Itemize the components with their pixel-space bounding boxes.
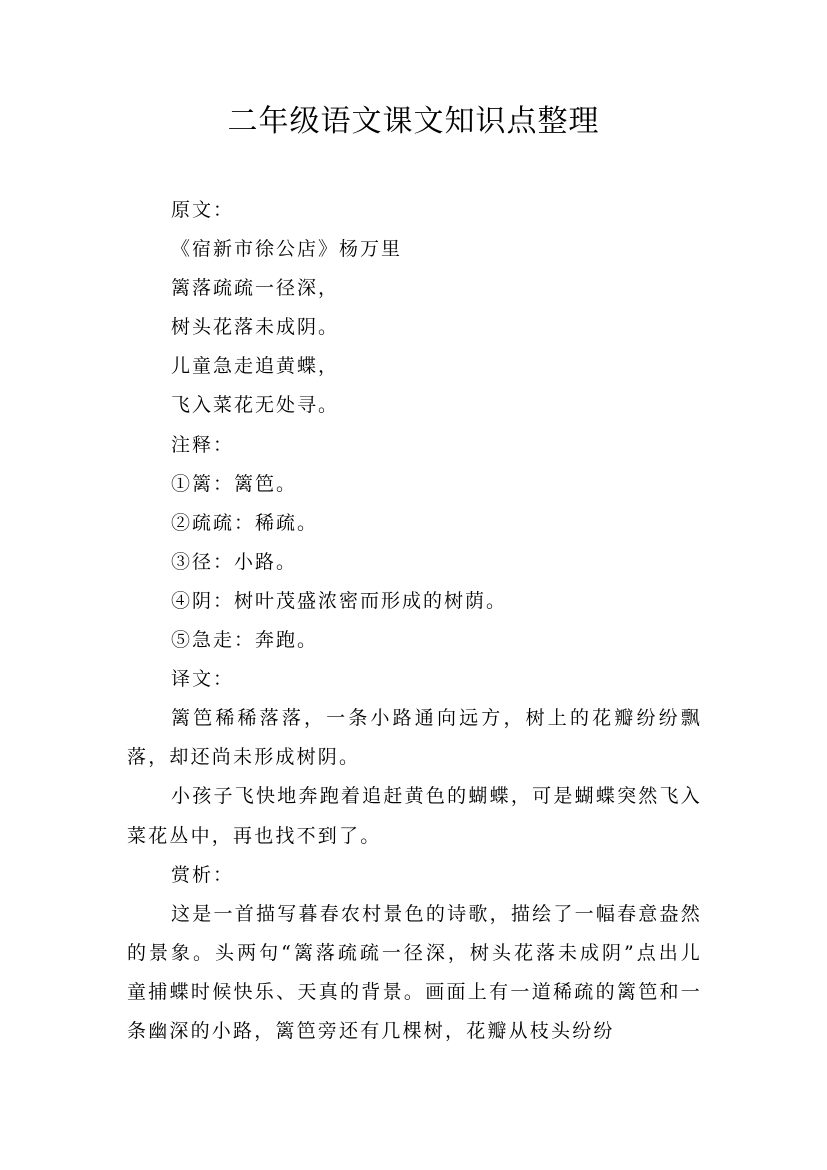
note-item: ②疏疏：稀疏。 [171,511,319,534]
page-title: 二年级语文课文知识点整理 [227,104,600,139]
translation-heading: 译文： [171,668,235,691]
translation-paragraph: 篱笆稀稀落落，一条小路通向远方，树上的花瓣纷纷飘落，却还尚未形成树阴。 [127,707,702,769]
original-heading: 原文： [171,199,235,221]
appreciation-heading: 赏析： [171,863,235,886]
note-item: ⑤急走：奔跑。 [171,629,319,652]
document-body [127,191,702,1051]
poem-line: 飞入菜花无处寻。 [171,394,340,417]
translation-paragraph: 小孩子飞快地奔跑着追赶黄色的蝴蝶，可是蝴蝶突然飞入菜花丛中，再也找不到了。 [127,785,702,847]
poem-title: 《宿新市徐公店》杨万里 [171,238,403,261]
notes-heading: 注释： [171,433,235,456]
note-item: ①篱：篱笆。 [171,472,298,495]
appreciation-paragraph: 这是一首描写暮春农村景色的诗歌，描绘了一幅春意盎然的景象。头两句“篱落疏疏一径深，树头花落未成阴”点出儿童捕蝶时候快乐、天真的背景。画面上有一道稀疏的篱笆和一条幽深的小路，篱笆旁还有几棵树，花瓣从枝头纷纷 [127,902,702,1042]
note-item: ④阴：树叶茂盛浓密而形成的树荫。 [171,589,508,612]
poem-line: 篱落疏疏一径深， [171,277,340,300]
poem-line: 儿童急走追黄蝶， [171,355,340,378]
note-item: ③径：小路。 [171,550,298,573]
poem-line: 树头花落未成阴。 [171,316,340,339]
